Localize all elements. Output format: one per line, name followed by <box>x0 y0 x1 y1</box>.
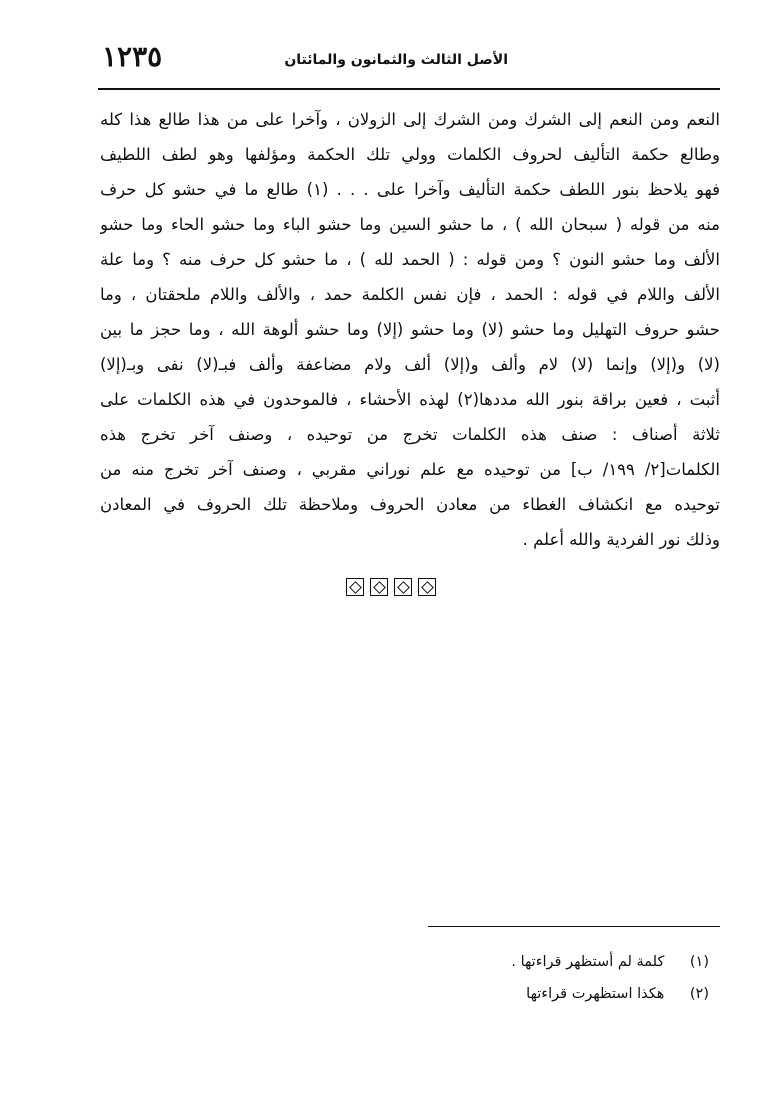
footnote-marker: (٢) <box>689 986 709 1002</box>
text-line: حشو حروف التهليل وما حشو (لا) وما حشو (إلا) وما حشو ألوهة الله ، وما حجز ما بين <box>100 320 720 339</box>
text-line: أثبت ، فعين براقة بنور الله مددها(٢) لهذه الأحشاء ، فالموحدون في هذه الكلمات على <box>100 390 720 409</box>
page-header <box>98 38 720 90</box>
footnote-text: هكذا استظهرت قراءتها <box>526 986 665 1002</box>
running-title: الأصل الثالث والثمانون والمائتان <box>284 52 508 68</box>
text-line: الألف وما حشو النون ؟ ومن قوله : ( الحمد لله ) ، ما حشو كل حرف منه ؟ وما علة <box>100 250 720 269</box>
text-line: وذلك نور الفردية والله أعلم . <box>522 530 720 549</box>
text-line: منه من قوله ( سبحان الله ) ، ما حشو السين وما حشو الباء وما حشو الحاء وما حشو <box>100 215 720 234</box>
text-line: (لا) و(إلا) وإنما (لا) لام وألف و(إلا) ألف ولام مضاعفة وألف فبـ(لا) نفى وبـ(إلا) <box>100 355 720 374</box>
footnote <box>389 978 709 1010</box>
ornament-icon <box>370 578 388 596</box>
footnotes <box>389 946 709 1010</box>
ornament-icon <box>346 578 364 596</box>
text-line: النعم ومن النعم إلى الشرك ومن الشرك إلى الزولان ، وآخرا على من هذا طالع هذا كله <box>100 110 720 129</box>
page-number: ١٢٣٥ <box>102 40 163 73</box>
ornament-icon <box>418 578 436 596</box>
footnote-separator <box>428 926 720 927</box>
text-line: توحيده مع انكشاف الغطاء من معادن الحروف وملاحظة تلك الحروف في المعادن <box>100 495 720 514</box>
footnote <box>389 946 709 978</box>
text-line: الألف واللام في قوله : الحمد ، فإن نفس الكلمة حمد ، والألف واللام ملحقتان ، وما <box>100 285 720 304</box>
main-text <box>100 102 720 557</box>
footnote-marker: (١) <box>689 954 709 970</box>
text-line: وطالع حكمة التأليف لحروف الكلمات وولي تلك الحكمة ومؤلفها وهو لطف اللطيف <box>100 145 720 164</box>
ornament-icon <box>394 578 412 596</box>
text-line: الكلمات[٢/ ١٩٩/ ب] من توحيده مع علم نوراني مقربي ، وصنف آخر تخرج منه من <box>100 460 720 479</box>
text-line: ثلاثة أصناف : صنف هذه الكلمات تخرج من توحيده ، وصنف آخر تخرج هذه <box>100 425 720 444</box>
footnote-text: كلمة لم أستظهر قراءتها . <box>511 954 665 970</box>
text-line: فهو يلاحظ بنور اللطف حكمة التأليف وآخرا على . . . (١) طالع ما في حشو كل حرف <box>100 180 720 199</box>
section-end-ornament <box>346 578 436 596</box>
